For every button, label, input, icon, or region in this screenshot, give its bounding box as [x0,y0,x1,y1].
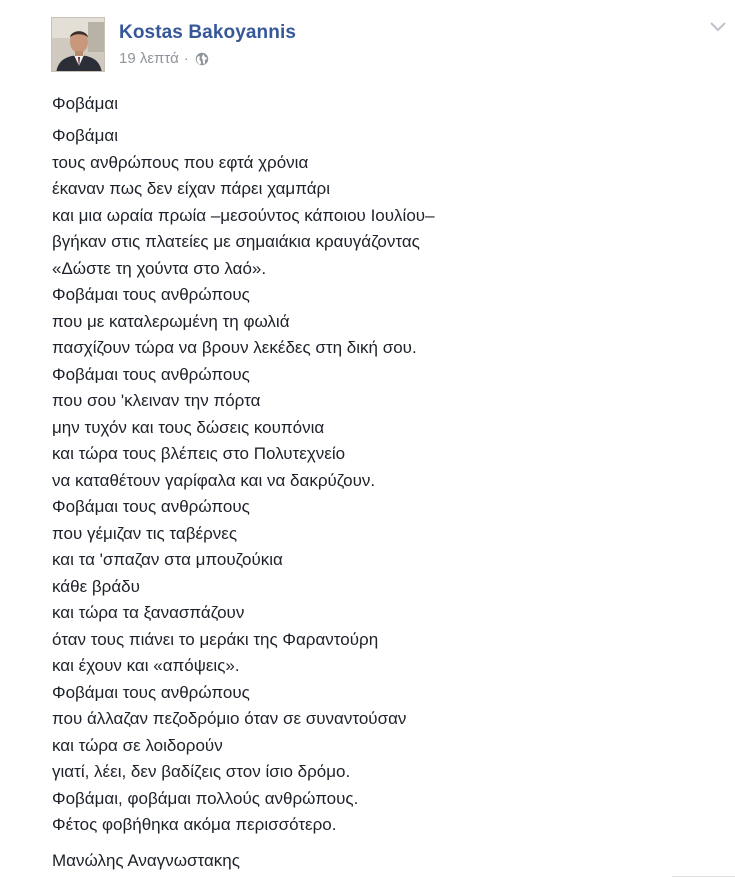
poem-line: Φοβάμαι, φοβάμαι πολλούς ανθρώπους. [52,788,359,808]
poem-line: και τώρα τους βλέπεις στο Πολυτεχνείο [52,444,346,463]
poem-line: Φέτος φοβήθηκα ακόμα περισσότερο. [52,815,337,834]
poem-line: να καταθέτουν γαρίφαλα και να δακρύζουν. [52,470,376,490]
poem-line: Φοβάμαι [52,126,119,145]
meta-separator: · [183,50,189,67]
poem-line: Φοβάμαι τους ανθρώπους [52,285,250,304]
poem-line: και μια ωραία πρωία –μεσούντος κάποιου Ιουλίου– [52,205,435,225]
poem-line: και έχουν και «απόψεις». [52,656,240,675]
poem-line: Φοβάμαι τους ανθρώπους [52,682,250,702]
poem-line: γιατί, λέει, δεν βαδίζεις στον ίσιο δρόμο. [52,762,351,781]
poem-line: πασχίζουν τώρα να βρουν λεκέδες στη δική σου. [52,338,417,357]
poem-line: Φοβάμαι τους ανθρώπους [52,364,250,384]
post-heading: Φοβάμαι [52,94,119,113]
poem-line: κάθε βράδυ [52,576,140,596]
poem-line: και τώρα σε λοιδορούν [52,735,223,755]
poem-text [52,123,435,839]
poem-line: που γέμιζαν τις ταβέρνες [52,523,238,543]
poem-line: που με καταλερωμένη τη φωλιά [52,311,290,331]
poem-line: και τώρα τα ξανασπάζουν [52,603,245,622]
poem-line: που άλλαζαν πεζοδρόμιο όταν σε συναντούσαν [52,709,407,728]
poem-line: και τα 'σπαζαν στα μπουζούκια [52,550,283,569]
globe-icon[interactable] [195,52,209,66]
author-name-link[interactable]: Kostas Bakoyannis [119,22,296,43]
post-meta [119,50,209,67]
poem-line: Φοβάμαι τους ανθρώπους [52,497,250,516]
post-timestamp[interactable]: 19 λεπτά [119,50,179,67]
poem-line: όταν τους πιάνει το μεράκι της Φαραντούρη [52,629,379,649]
poem-line: που σου 'κλειναν την πόρτα [52,391,261,410]
divider [672,876,735,877]
author-avatar[interactable] [51,17,105,72]
poem-line: μην τυχόν και τους δώσεις κουπόνια [52,417,325,437]
poem-line: βγήκαν στις πλατείες με σημαιάκια κραυγάζοντας [52,232,420,251]
poem-line: έκαναν πως δεν είχαν πάρει χαμπάρι [52,179,330,198]
poem-line: τους ανθρώπους που εφτά χρόνια [52,152,309,172]
poem-signature: Μανώλης Αναγνωστακης [52,851,240,870]
profile-photo [52,18,105,72]
poem-line: «Δώστε τη χούντα στο λαό». [52,258,267,278]
chevron-down-icon[interactable] [709,19,727,33]
